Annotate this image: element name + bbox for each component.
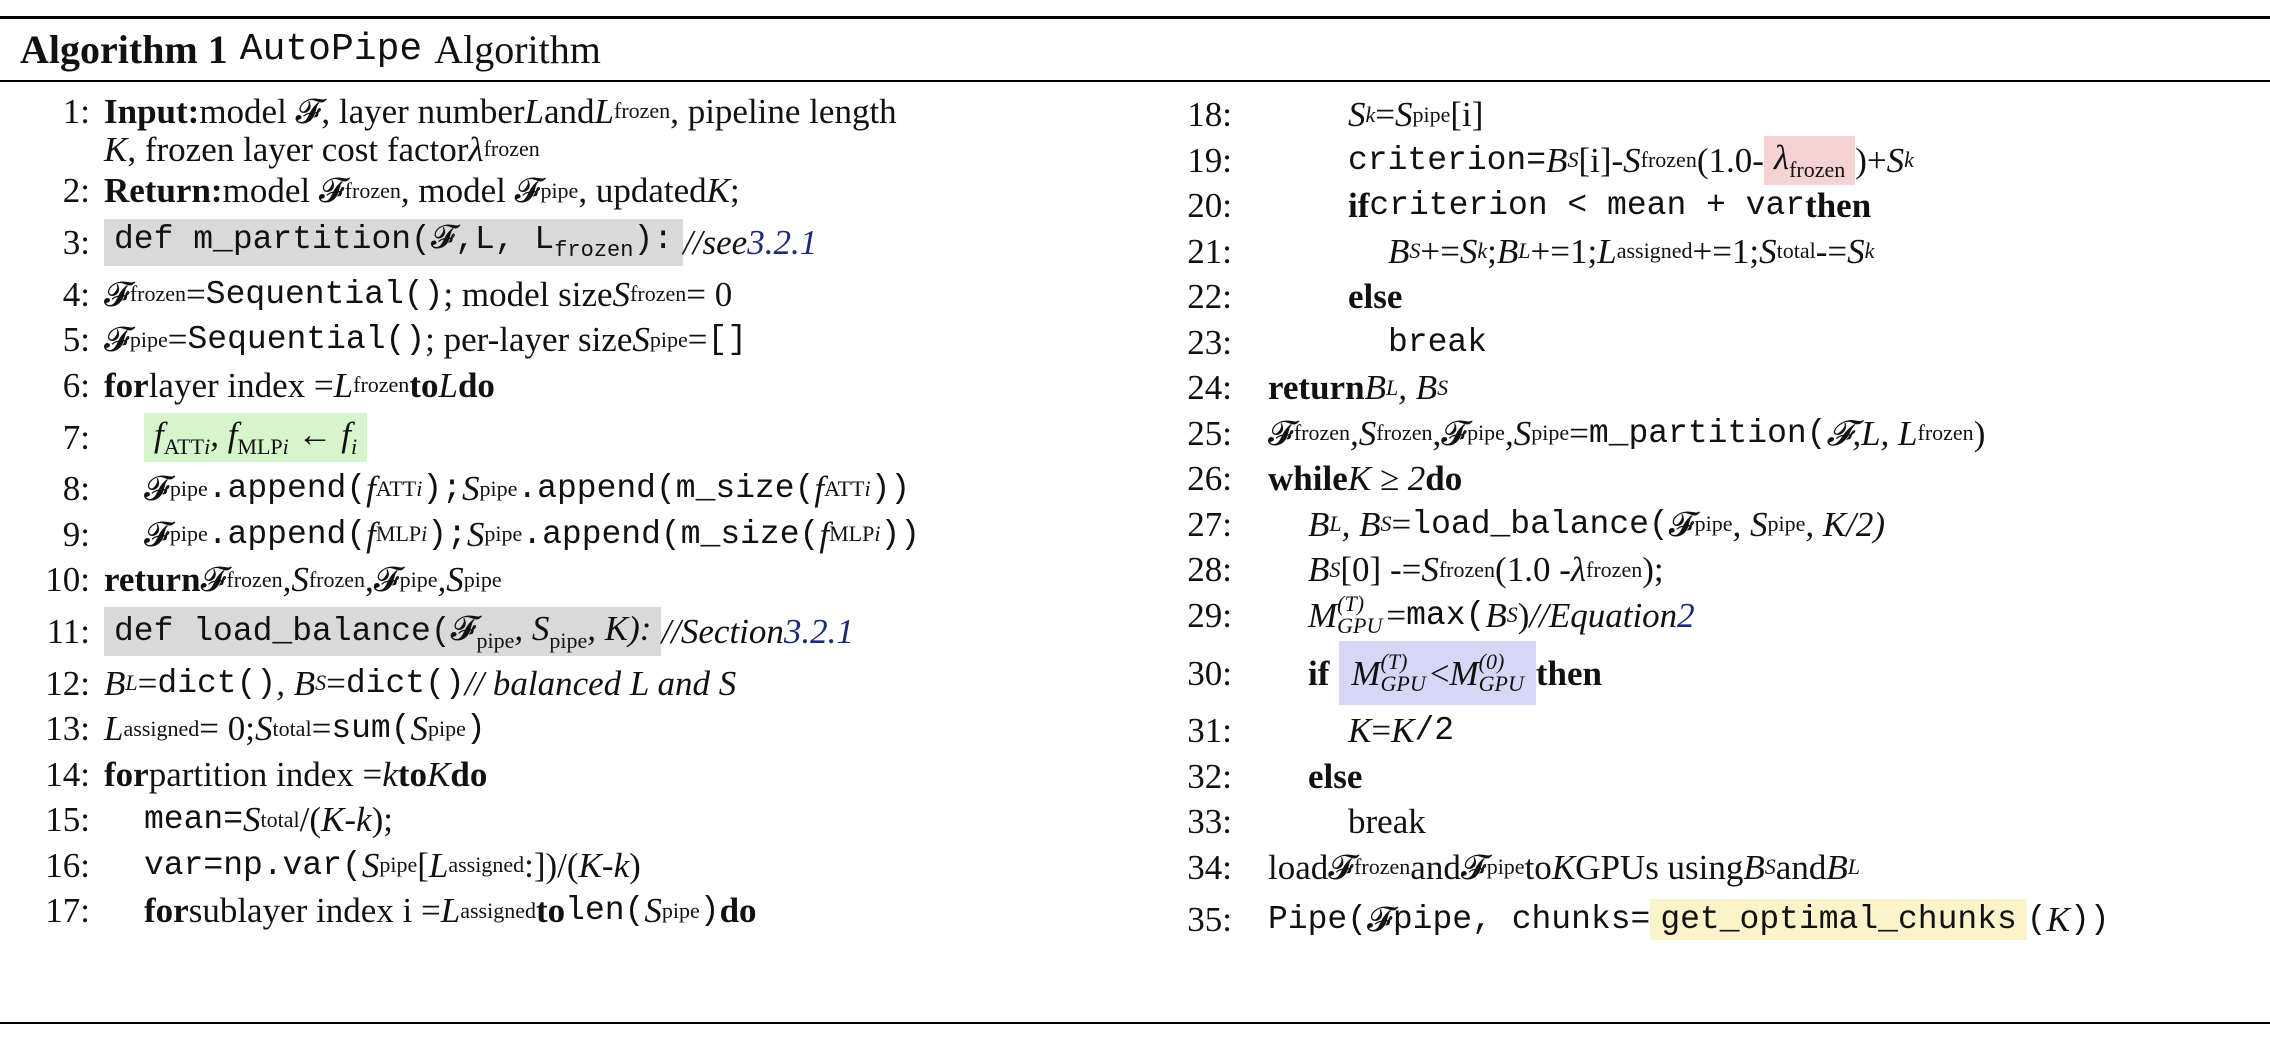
algo-line: 34: load 𝓕 frozen and 𝓕 pipe to K GPUs using B S and B L [1187, 847, 1860, 887]
algo-line: 18: S k = S pipe [i] [1187, 95, 1484, 135]
algo-line: 17: for sublayer index i = L assigned to len( S pipe ) do [45, 891, 757, 931]
algo-line: 29: M (T) GPU = max( B S ) //Equation 2 [1187, 591, 1695, 639]
algo-line: 24: return B L , B S [1187, 368, 1449, 408]
load-balance-def-highlight: def load_balance(𝓕$_{pipe}$, $S_{pipe}$, K): [104, 607, 661, 656]
left-column [30, 92, 1140, 934]
algo-line: 13: L assigned = 0; S total = sum( S pipe ) [45, 709, 486, 749]
algo-line: 3: def m_partition(𝓕,L, $L_{frozen}$): //see 3.2.1 [30, 214, 1140, 272]
algo-line: 10: return 𝓕 frozen ,S frozen ,𝓕 pipe ,S pipe [45, 560, 502, 600]
algo-line: 14: for partition index = k to K do [45, 754, 488, 794]
algo-line: 28: B S [0] -= S frozen (1.0 - λ frozen ); [1187, 550, 1664, 590]
algo-line: 8: 𝓕 pipe .append( f ATT i ); S pipe .append(m_size( f ATT i )) [62, 469, 911, 509]
algo-line: 32: else [1187, 756, 1363, 796]
algo-line: 27: B L , B S = load_balance( 𝓕 pipe , S pipe , K/2) [1187, 504, 1886, 544]
algo-line: 15: mean= S total /( K - k ); [45, 800, 393, 840]
right-column [1170, 92, 2260, 948]
equation-ref-link[interactable]: 2 [1677, 595, 1695, 635]
bottom-rule [0, 1022, 2270, 1024]
algo-line: 30: if M (T) GPU < M (0) GPU then [1170, 638, 2260, 708]
algo-line: 6: for layer index = L frozen to L do [62, 365, 495, 405]
algorithm-suffix: Algorithm [434, 26, 601, 72]
algorithm-label: Algorithm 1 [20, 26, 228, 72]
algo-line: 26: while K ≥ 2 do [1187, 459, 1463, 499]
algo-line: 11: def load_balance(𝓕$_{pipe}$, $S_{pipe}$, K): //Section 3.2.1 [30, 603, 1140, 661]
algo-line: 5: 𝓕 pipe = Sequential() ; per-layer size S pipe = [] [62, 320, 748, 360]
section-ref-link[interactable]: 3.2.1 [783, 612, 854, 651]
algo-line: 12: B L = dict() , B S = dict() // balanced L and S [45, 663, 737, 703]
algo-line: 21: B S += S k ; B L +=1; L assigned +=1; S total -= S k [1187, 231, 1875, 271]
section-ref-link[interactable]: 3.2.1 [747, 223, 818, 262]
algo-line: 1: Input: model 𝓕, layer number L and L frozen , pipeline length [62, 91, 897, 131]
algo-line: 33: break [1187, 802, 1426, 842]
algo-line-continuation: K , frozen layer cost factor λ frozen [104, 129, 540, 169]
algo-line: 31: K = K /2 [1187, 711, 1455, 751]
algorithm-name: AutoPipe [239, 27, 423, 71]
algo-line: 35: Pipe( 𝓕 pipe , chunks= get_optimal_chunks ( K )) [1187, 899, 2110, 939]
algo-line: 2: Return: model 𝓕 frozen , model 𝓕 pipe , updated K ; [62, 171, 740, 211]
optimal-chunks-highlight: get_optimal_chunks [1650, 899, 2026, 940]
algo-line: 19: criterion= B S [i]- S frozen (1.0- $\lambda_{frozen}$ )+ S k [1170, 138, 2260, 184]
algo-line: 22: else [1187, 277, 1403, 317]
lambda-frozen-highlight: $\lambda_{frozen}$ [1764, 136, 1855, 185]
algo-line: 25: 𝓕 frozen ,S frozen ,𝓕 pipe ,S pipe = m_partition( 𝓕,L, L frozen ) [1187, 413, 1986, 453]
algo-line: 9: 𝓕 pipe .append( f MLP i ); S pipe .append(m_size( f MLP i )) [62, 514, 921, 554]
algo-line: 23: break [1187, 322, 1488, 362]
layer-split-highlight: $f_{ATTi}$, $f_{MLPi}$ ← $f_i$ [144, 413, 367, 462]
algorithm-title [20, 18, 601, 80]
algo-line: 7: $f_{ATTi}$, $f_{MLPi}$ ← $f_i$ [30, 408, 1140, 466]
algo-line: 16: var=np.var( S pipe [ L assigned :])/( K - k ) [45, 845, 641, 885]
algo-line: 4: 𝓕 frozen = Sequential() ; model size S frozen = 0 [62, 274, 733, 314]
memory-condition-highlight: M (T) GPU < M (0) GPU [1339, 641, 1536, 705]
m-partition-def-highlight: def m_partition(𝓕,L, $L_{frozen}$): [104, 219, 683, 266]
title-rule [0, 80, 2270, 82]
algo-line: 20: if criterion < mean + var then [1187, 186, 1872, 226]
